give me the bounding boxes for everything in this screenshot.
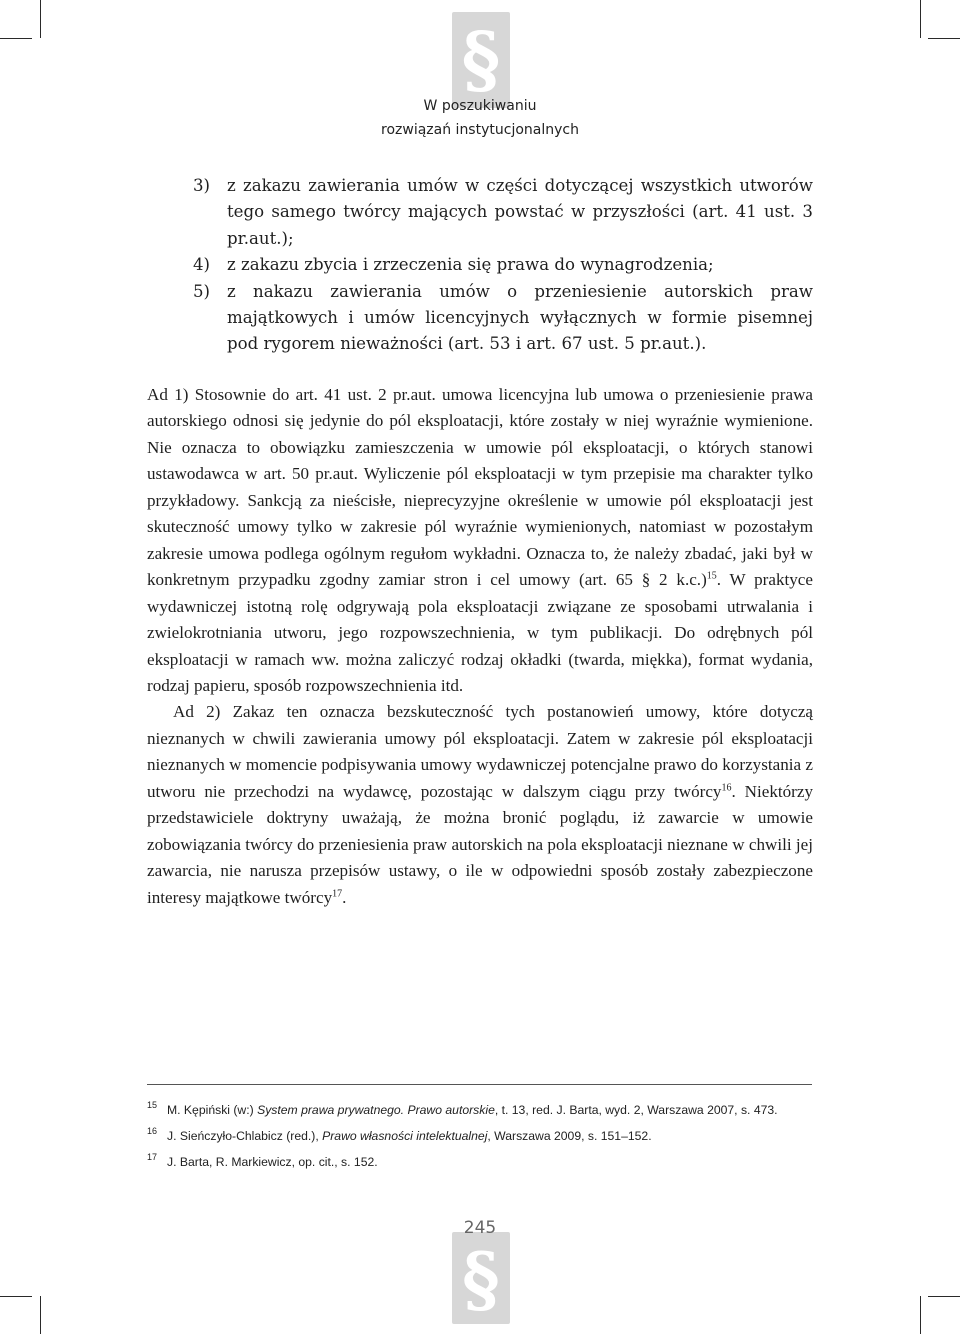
paragraph-text: . Niektórzy przedstawiciele doktryny uważają, że można bronić poglądu, iż zawarcie w umowie zobowiązania twórcy do przeniesienia praw autorskich na pola eksploatacji nieznane w chwili jej zawarcia, nie narusza przepisów ustawy, o ile w odpowiedni sposób zostały zabezpieczone interesy majątkowe twórcy [147, 781, 814, 907]
list-item-number: 4) [193, 255, 211, 275]
paragraph-text: Ad 1) Stosownie do art. 41 ust. 2 pr.aut. umowa licencyjna lub umowa o przeniesienie prawa autorskiego odnosi się jedynie do pól eksploatacji, które zostały w niej wyraźnie wymienione. Nie oznacza to obowiązku zamieszczenia w umowie pól eksploatacji, o których stanowi ustawodawca w art. 50 pr.aut. Wyliczenie pól eksploatacji w tym przepisie ma charakter tylko przykładowy. Sankcją za nieścisłe, nieprecyzyjne określenie w umowie pól eksploatacji jest skuteczność umowy tylko w zakresie pól wyraźnie wymienionych, natomiast w pozostałym zakresie umowa podlega ogólnym regułom wykładni. Oznacza to, że należy zbadać, jaki był w konkretnym przypadku zgodny zamiar stron i cel umowy (art. 65 § 2 k.c.) [147, 385, 813, 590]
paragraph-text: . W praktyce wydawniczej istotną rolę odgrywają pola eksploatacji związane ze sposobami utrwalania i zwielokrotniania utworu, jego rozpowszechnienia, w tym publikacji. Do odrębnych pól eksploatacji w ramach ww. można zaliczyć rodzaj okładki (twarda, miękka), format wydania, rodzaj papieru, sposób rozpowszechnienia itd. [147, 570, 813, 695]
footnote-ref-15[interactable]: 15 [706, 570, 717, 582]
footnote [147, 1123, 812, 1149]
footnote-number: 15 [147, 1100, 158, 1110]
paragraph-ad-2 [147, 699, 813, 911]
footnote [147, 1149, 812, 1175]
list-item-number: 3) [193, 176, 211, 195]
crop-mark-top-right [920, 0, 921, 38]
list-item [193, 173, 813, 252]
footnote [147, 1097, 812, 1123]
footnote-separator [147, 1084, 812, 1085]
footnote-title: System prawa prywatnego. Prawo autorskie [257, 1103, 495, 1117]
paragraph-text: Ad 2) Zakaz ten oznacza bezskuteczność tych postanowień umowy, które dotyczą nieznanych w chwili zawierania umowy pól eksploatacji. Zatem w zakresie pól eksploatacji nieznanych w momencie podpisywania umowy wydawniczej potencjalne prawo do korzystania z utworu nie przechodzi na wydawcę, pozostając w dalszym ciągu przy twórcy [147, 702, 813, 801]
page-number: 245 [463, 1218, 497, 1238]
body-text [147, 382, 813, 911]
crop-mark-bottom-right-h [928, 1296, 960, 1297]
numbered-list [193, 173, 813, 358]
section-symbol-icon-footer: § [452, 1232, 510, 1324]
crop-mark-bottom-right [920, 1296, 921, 1334]
footnote-text: M. Kępiński (w:) [167, 1103, 258, 1117]
footnote-number: 17 [147, 1152, 158, 1162]
crop-mark-bottom-left [40, 1296, 41, 1334]
crop-mark-top-right-h [928, 38, 960, 39]
footnotes [147, 1097, 812, 1175]
crop-mark-top-left [40, 0, 41, 38]
footnote-title: Prawo własności intelektualnej [322, 1129, 488, 1143]
list-item [193, 279, 813, 358]
footnote-number: 16 [147, 1126, 158, 1136]
list-item-text: z nakazu zawierania umów o przeniesienie autorskich praw majątkowych i umów licencyjnych wyłącznych w formie pisemnej pod rygorem nieważności (art. 53 i art. 67 ust. 5 pr.aut.). [227, 281, 813, 354]
crop-mark-bottom-left-h [0, 1296, 32, 1297]
footnote-text: J. Barta, R. Markiewicz, op. cit., s. 152. [167, 1155, 378, 1169]
list-item [193, 252, 813, 278]
running-head-line-2: rozwiązań instytucjonalnych [381, 122, 579, 138]
running-head [330, 94, 630, 142]
crop-mark-top-left-h [0, 38, 32, 39]
paragraph-text: . [342, 887, 347, 907]
paragraph-ad-1 [147, 382, 813, 699]
footnote-ref-17[interactable]: 17 [332, 887, 343, 899]
list-item-number: 5) [193, 281, 211, 301]
list-item-text: z zakazu zbycia i zrzeczenia się prawa do wynagrodzenia; [227, 255, 714, 275]
running-head-line-1: W poszukiwaniu [423, 98, 537, 114]
footnote-text: , Warszawa 2009, s. 151–152. [487, 1129, 652, 1143]
footnote-text: , t. 13, red. J. Barta, wyd. 2, Warszawa 2007, s. 473. [494, 1103, 778, 1117]
footnote-text: J. Sieńczyło-Chlabicz (red.), [167, 1129, 323, 1143]
section-symbol-icon: § [452, 12, 510, 108]
list-item-text: z zakazu zawierania umów w części dotyczącej wszystkich utworów tego samego twórcy mających powstać w przyszłości (art. 41 ust. 3 pr.aut.); [227, 176, 813, 248]
footnote-ref-16[interactable]: 16 [721, 782, 732, 794]
